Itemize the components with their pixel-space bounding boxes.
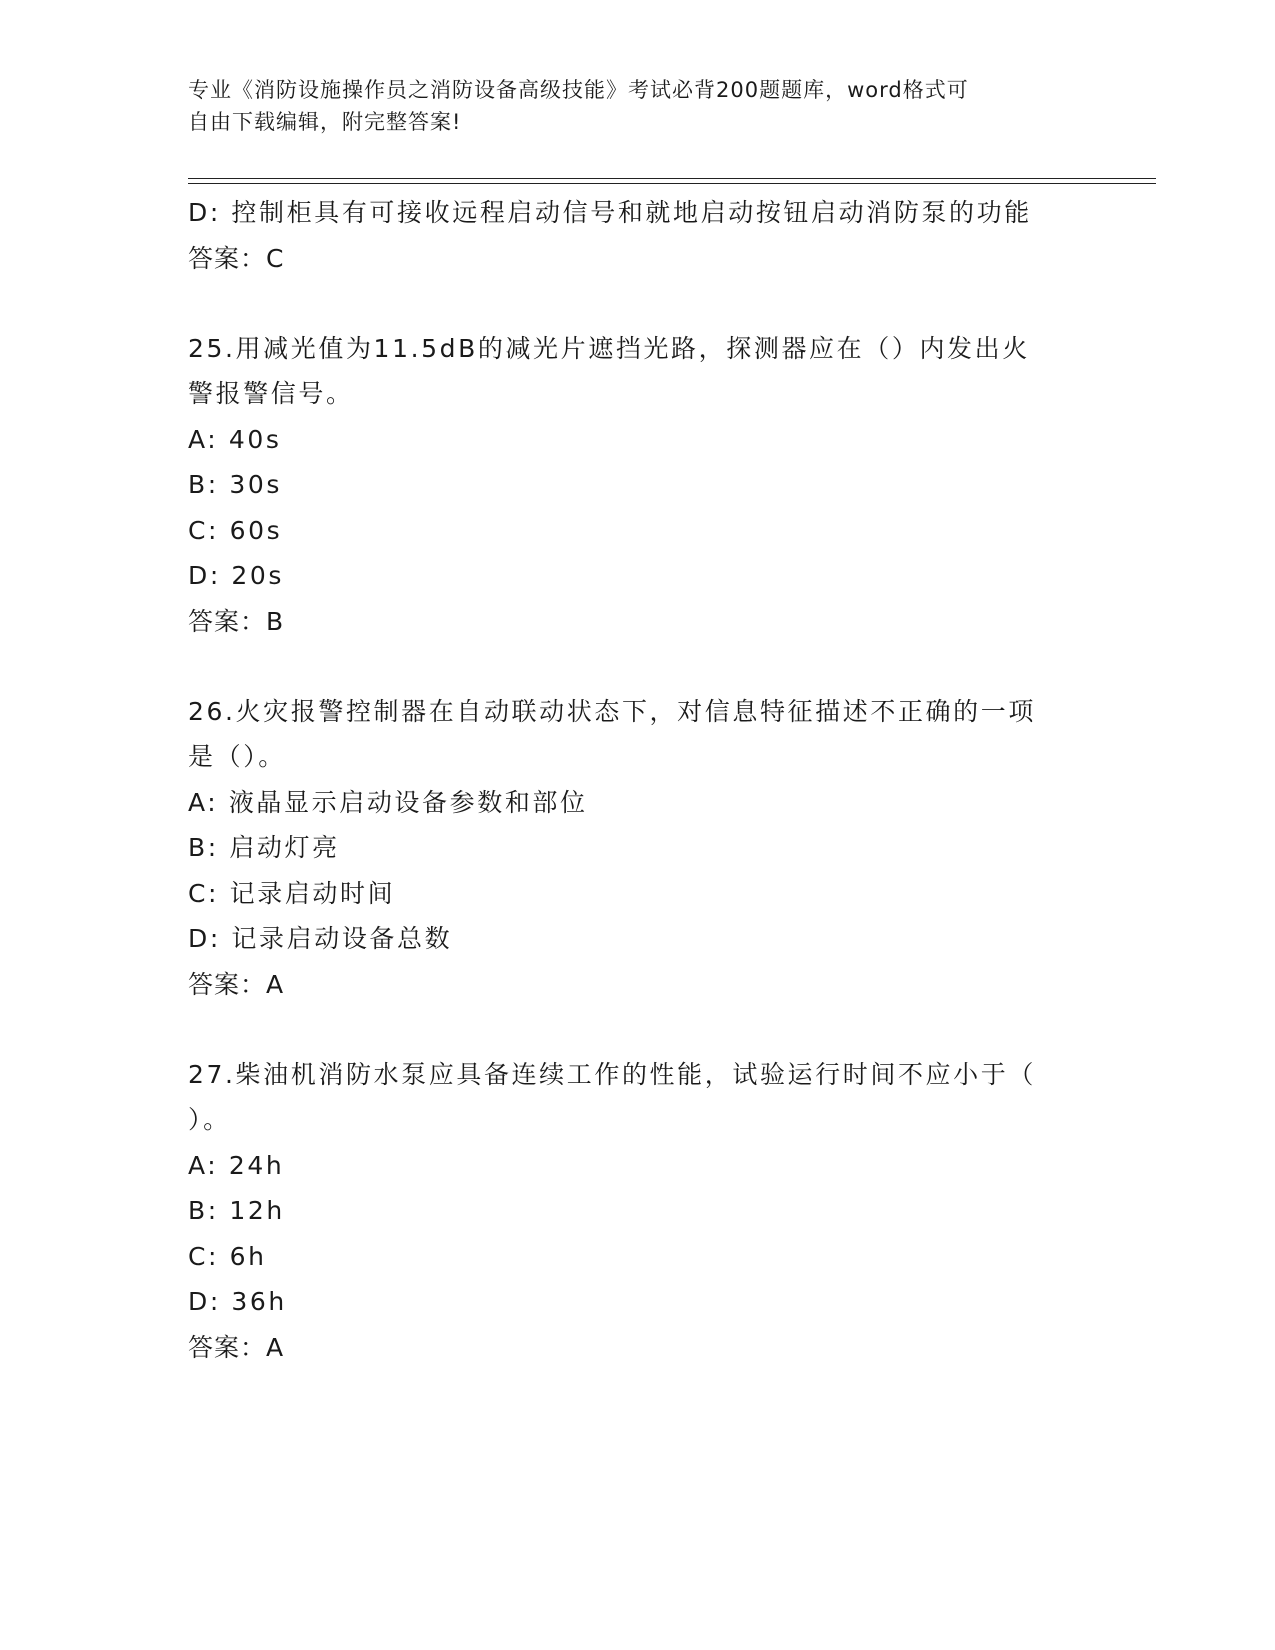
answer-line: 答案：A [188,1332,285,1362]
option-d: D: 20s [188,561,285,590]
answer-line: 答案：B [188,606,285,636]
option-b: B: 30s [188,470,282,499]
option-d: D: 记录启动设备总数 [188,924,453,953]
option-c: C: 6h [188,1241,267,1271]
option-d: D: 控制柜具有可接收远程启动信号和就地启动按钮启动消防泵的功能 [188,198,1032,227]
question-25 [188,326,1068,645]
answer-line: 答案：A [188,969,285,999]
option-d: D: 36h [188,1287,287,1316]
header-line-1: 专业《消防设施操作员之消防设备高级技能》考试必背200题题库，word格式可 [188,78,969,102]
document-header [188,74,1068,138]
question-stem-line-1: 27.柴油机消防水泵应具备连续工作的性能，试验运行时间不应小于（ [188,1059,1036,1089]
question-stem-line-1: 25.用减光值为11.5dB的减光片遮挡光路，探测器应在（）内发出火 [188,333,1030,363]
option-b: B: 12h [188,1196,285,1225]
option-a: A: 40s [188,424,282,454]
option-a: A: 24h [188,1150,285,1180]
header-divider-top [188,178,1156,179]
option-c: C: 记录启动时间 [188,878,396,908]
header-divider-bottom [188,183,1156,184]
option-c: C: 60s [188,515,283,545]
question-stem-line-2: 警报警信号。 [188,379,354,408]
header-line-2: 自由下载编辑，附完整答案! [188,110,462,134]
option-a: A: 液晶显示启动设备参数和部位 [188,787,588,817]
question-stem-line-1: 26.火灾报警控制器在自动联动状态下，对信息特征描述不正确的一项 [188,696,1036,726]
answer-line: 答案：C [188,243,285,273]
question-26 [188,689,1068,1008]
previous-question-tail [188,190,1068,282]
document-body [188,190,1068,1371]
question-27 [188,1052,1068,1371]
option-b: B: 启动灯亮 [188,833,340,862]
question-stem-line-2: 是（）。 [188,742,286,771]
question-stem-line-2: ）。 [188,1105,231,1134]
